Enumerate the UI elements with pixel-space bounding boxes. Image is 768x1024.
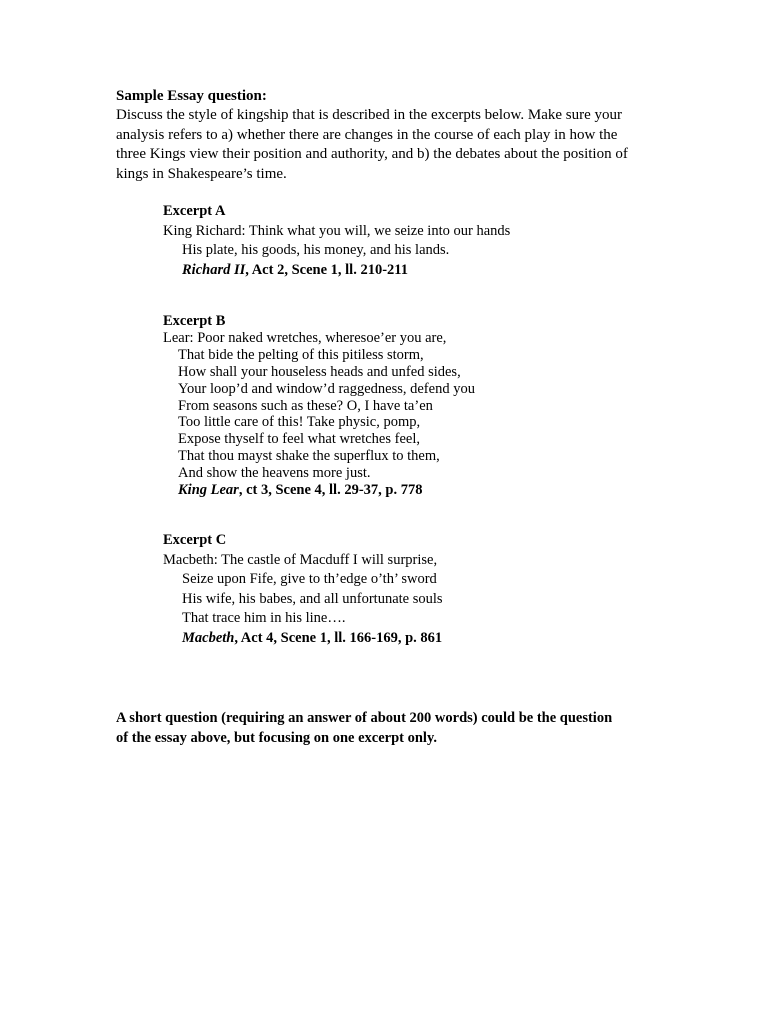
excerpt-title: Excerpt C <box>163 532 227 548</box>
verse-line: And show the heavens more just. <box>178 465 371 482</box>
essay-question-line: kings in Shakespeare’s time. <box>116 165 287 182</box>
essay-question-heading: Sample Essay question: <box>116 88 267 104</box>
citation-reference: , Act 2, Scene 1, ll. 210-211 <box>245 261 408 278</box>
play-title: Richard II <box>182 261 246 278</box>
verse-line: How shall your houseless heads and unfed sides, <box>178 363 461 380</box>
verse-line: From seasons such as these? O, I have ta’en <box>178 397 433 414</box>
excerpt-title: Excerpt A <box>163 203 226 219</box>
verse-line: His plate, his goods, his money, and his lands. <box>182 242 450 258</box>
verse-line: Macbeth: The castle of Macduff I will surprise, <box>163 551 438 568</box>
verse-line: Expose thyself to feel what wretches feel, <box>178 431 420 448</box>
verse-line: Lear: Poor naked wretches, wheresoe’er you are, <box>163 329 447 346</box>
essay-question-line: analysis refers to a) whether there are changes in the course of each play in how the <box>116 126 618 143</box>
short-question-note <box>116 708 676 748</box>
play-title: Macbeth <box>182 629 235 646</box>
citation-reference: , ct 3, Scene 4, ll. 29-37, p. 778 <box>238 482 423 499</box>
excerpt-a <box>163 202 510 280</box>
essay-question-text <box>116 106 676 184</box>
excerpt-c <box>163 531 443 648</box>
verse-line: That bide the pelting of this pitiless storm, <box>178 346 424 363</box>
verse-line: That thou mayst shake the superflux to them, <box>178 448 440 465</box>
essay-question-line: Discuss the style of kingship that is described in the excerpts below. Make sure your <box>116 107 623 123</box>
excerpt-citation <box>163 482 475 499</box>
excerpt-citation <box>163 629 443 649</box>
verse-line: Seize upon Fife, give to th’edge o’th’ sword <box>182 571 437 587</box>
short-question-line: A short question (requiring an answer of about 200 words) could be the question <box>116 710 613 726</box>
excerpt-title: Excerpt B <box>163 313 226 329</box>
citation-reference: , Act 4, Scene 1, ll. 166-169, p. 861 <box>234 629 443 646</box>
verse-line: His wife, his babes, and all unfortunate souls <box>182 590 443 607</box>
verse-line: That trace him in his line…. <box>182 610 346 626</box>
play-title: King Lear <box>178 482 239 499</box>
verse-line: Your loop’d and window’d raggedness, defend you <box>178 380 475 397</box>
excerpt-citation <box>163 261 510 281</box>
excerpt-b <box>163 313 475 499</box>
short-question-line: of the essay above, but focusing on one excerpt only. <box>116 730 438 746</box>
verse-line: King Richard: Think what you will, we seize into our hands <box>163 222 511 239</box>
verse-line: Too little care of this! Take physic, pomp, <box>178 414 421 431</box>
essay-question-line: three Kings view their position and authority, and b) the debates about the position of <box>116 146 628 162</box>
